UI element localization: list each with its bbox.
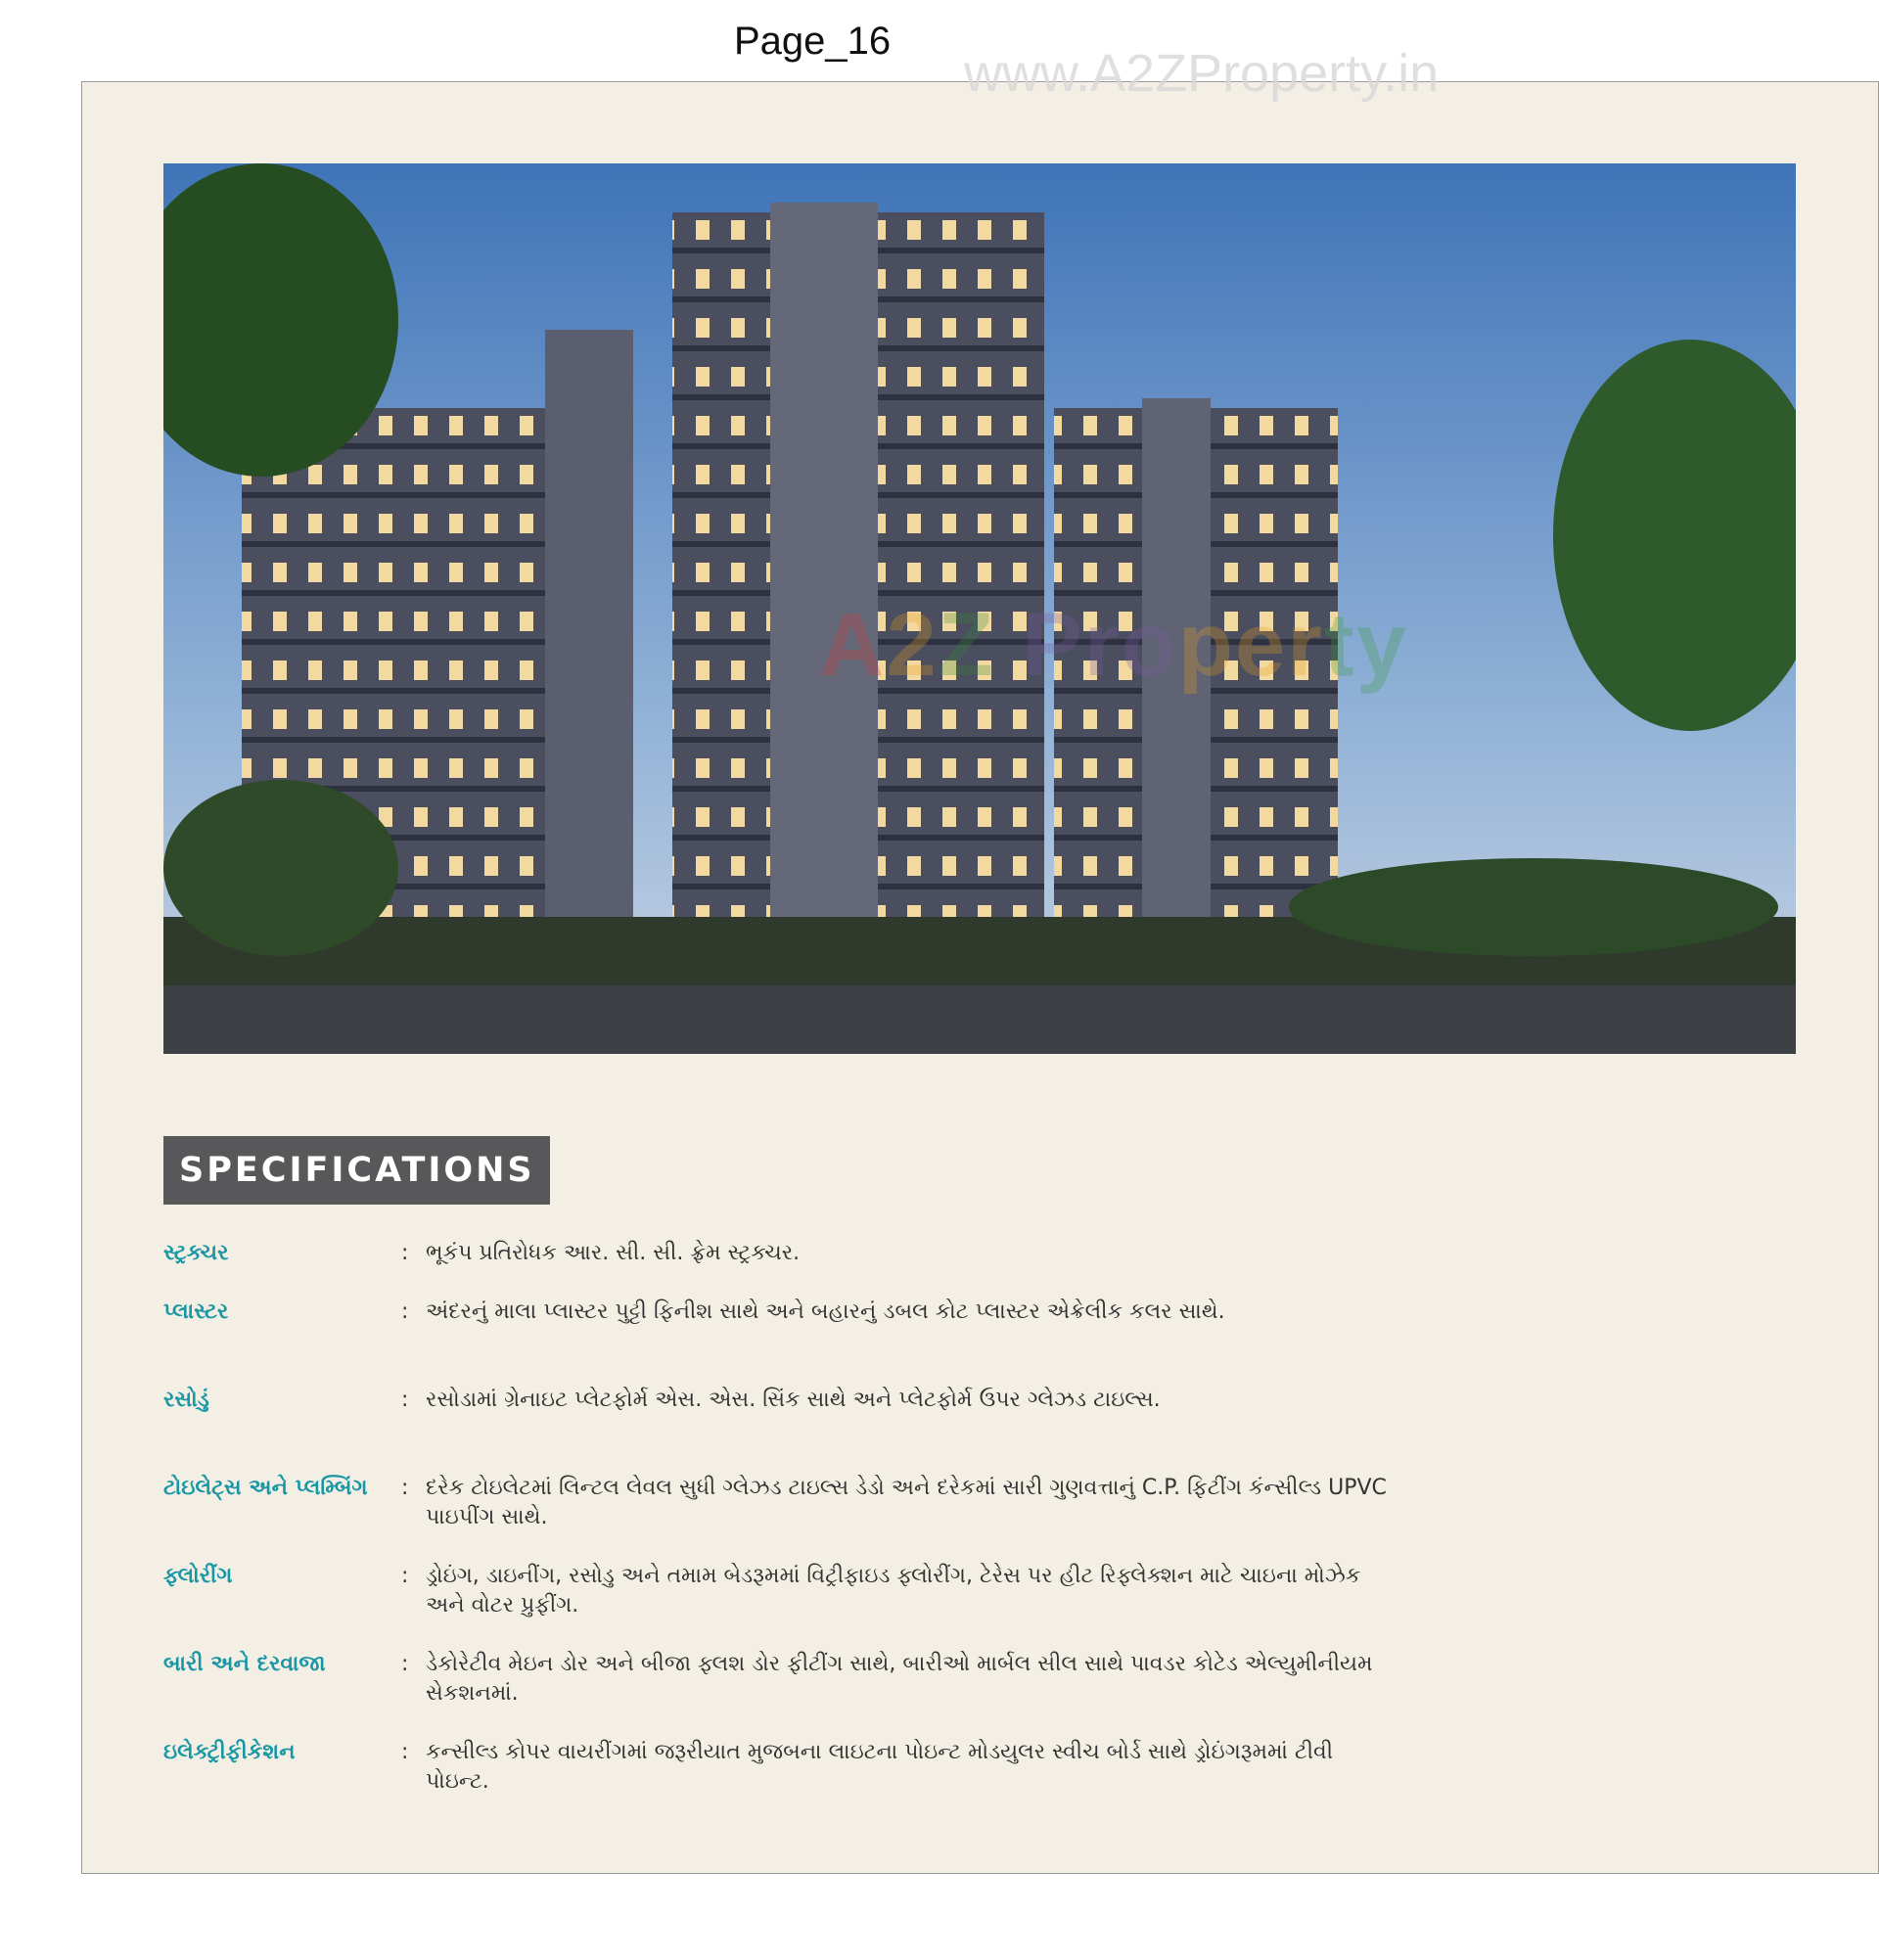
spec-text: રસોડામાં ગ્રેનાઇટ પ્લેટફોર્મ એસ. એસ. સિંક સાથે અને પ્લેટફોર્મ ઉપર ગ્લેઝડ ટાઇલ્સ.	[426, 1388, 1161, 1412]
spec-text: ડેકોરેટીવ મેઇન ડોર અને બીજા ફ્લશ ડોર ફીટીંગ સાથે, બારીઓ માર્બલ સીલ સાથે પાવડર કોટેડ એલ્યુમીનીયમ સેકશનમાં.	[426, 1652, 1373, 1706]
spec-label: ટોઇલેટ્સ અને પ્લમ્બિંગ	[163, 1476, 368, 1500]
spec-label: ઇલેક્ટ્રીફીકેશન	[163, 1740, 296, 1764]
separator: :	[401, 1740, 409, 1764]
spec-text: ડ્રોઇંગ, ડાઇનીંગ, રસોડુ અને તમામ બેડરૂમમાં વિટ્રીફાઇડ ફ્લોરીંગ, ટેરેસ પર હીટ રિફ્લેક્શન માટે ચાઇના મોઝેક અને વોટર પ્રુફીંગ.	[426, 1564, 1361, 1618]
separator: :	[401, 1388, 409, 1412]
spec-text: દરેક ટોઇલેટમાં લિન્ટલ લેવલ સુધી ગ્લેઝડ ટાઇલ્સ ડેડો અને દરેકમાં સારી ગુણવત્તાનું C.P. ફિટીંગ કંન્સીલ્ડ UPVC પાઇપીંગ સાથે.	[426, 1476, 1387, 1529]
spec-label: બારી અને દરવાજા	[163, 1652, 326, 1676]
separator: :	[401, 1652, 409, 1676]
image-watermark: A2Z Property	[819, 595, 1408, 695]
spec-text: અંદરનું માલા પ્લાસ્ટર પુટ્ટી ફિનીશ સાથે અને બહારનું ડબલ કોટ પ્લાસ્ટર એક્રેલીક કલર સાથે.	[426, 1299, 1225, 1324]
site-watermark: www.A2ZProperty.in	[964, 44, 1440, 103]
separator: :	[401, 1241, 409, 1265]
spec-text: કન્સીલ્ડ કોપર વાયરીંગમાં જરૂરીયાત મુજબના લાઇટના પોઇન્ટ મોડયુલર સ્વીચ બોર્ડ સાથે ડ્રોઇંગરૂમમાં ટીવી પોઇન્ટ.	[426, 1740, 1334, 1794]
separator: :	[401, 1564, 409, 1588]
spec-label: રસોડું	[163, 1388, 209, 1412]
building-render-image	[163, 163, 1796, 1054]
spec-label: ફ્લોરીંગ	[163, 1564, 233, 1588]
separator: :	[401, 1299, 409, 1324]
specifications-heading: SPECIFICATIONS	[163, 1136, 550, 1205]
spec-text: ભૂકંપ પ્રતિરોધક આર. સી. સી. ફ્રેમ સ્ટ્રક્ચર.	[426, 1241, 801, 1265]
spec-label: સ્ટ્રક્ચર	[163, 1241, 229, 1265]
separator: :	[401, 1476, 409, 1500]
spec-label: પ્લાસ્ટર	[163, 1299, 229, 1324]
page-title: Page_16	[734, 20, 892, 63]
